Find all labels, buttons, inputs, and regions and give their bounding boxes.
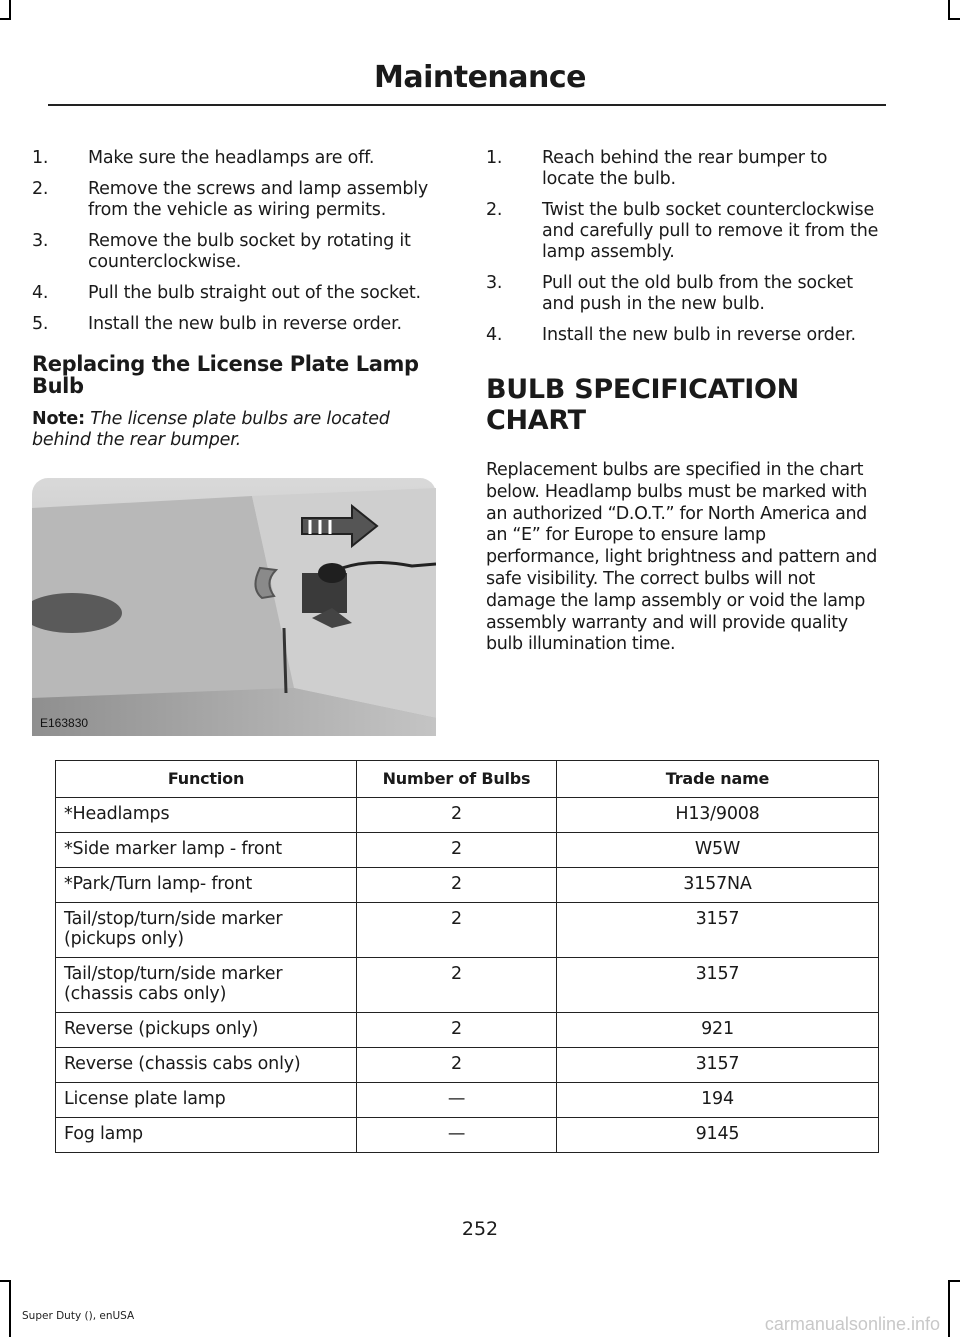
headlamp-steps	[32, 148, 447, 335]
bumper-illustration-graphic	[32, 478, 436, 736]
watermark[interactable]: carmanualsonline.info	[764, 1314, 940, 1334]
table-row	[56, 1013, 879, 1048]
crop-mark	[948, 1280, 950, 1337]
count-cell: 2	[357, 958, 557, 1013]
count-cell: 2	[357, 1048, 557, 1083]
note-text: The license plate bulbs are located behind the rear bumper.	[32, 409, 390, 450]
count-cell: 2	[357, 868, 557, 903]
bulb-specification-table	[55, 760, 879, 1153]
list-item: 1. Make sure the headlamps are off.	[32, 148, 375, 168]
table-header-row	[56, 761, 879, 798]
crop-mark	[0, 1280, 11, 1282]
license-plate-heading: Replacing the License Plate Lamp Bulb	[32, 352, 419, 398]
trade-name-cell: 194	[557, 1083, 879, 1118]
crop-mark	[948, 18, 960, 20]
count-cell: 2	[357, 903, 557, 958]
count-cell: 2	[357, 798, 557, 833]
table-row	[56, 958, 879, 1013]
count-cell: —	[357, 1118, 557, 1153]
table-row	[56, 1048, 879, 1083]
function-cell: Reverse (chassis cabs only)	[56, 1048, 357, 1083]
bulb-chart-intro: Replacement bulbs are specified in the chart below. Headlamp bulbs must be marked with an authorized “D.O.T.” for North America and an “E” for Europe to ensure lamp performance, light brightness and pattern and safe visibility. The correct bulbs will not damage the lamp assembly or void the lamp assembly warranty and will provide quality bulb illumination time.	[486, 460, 877, 655]
trade-name-cell: 3157	[557, 958, 879, 1013]
function-cell: License plate lamp	[56, 1083, 357, 1118]
trade-name-cell: W5W	[557, 833, 879, 868]
right-column	[486, 148, 884, 656]
crop-mark	[0, 18, 11, 20]
footer-text: Super Duty (), enUSA	[22, 1310, 135, 1322]
function-cell: Tail/stop/turn/side marker (chassis cabs only)	[56, 958, 357, 1013]
trade-name-cell: H13/9008	[557, 798, 879, 833]
list-item: 4. Install the new bulb in reverse order.	[486, 325, 856, 345]
function-cell: Tail/stop/turn/side marker (pickups only)	[56, 903, 357, 958]
list-item: 3. Remove the bulb socket by rotating it counterclockwise.	[32, 231, 411, 272]
count-cell: 2	[357, 833, 557, 868]
table-row	[56, 798, 879, 833]
page-number: 252	[461, 1218, 499, 1240]
list-item: 2. Remove the screws and lamp assembly from the vehicle as wiring permits.	[32, 179, 429, 220]
note-label: Note:	[32, 409, 85, 429]
function-cell: *Park/Turn lamp- front	[56, 868, 357, 903]
crop-mark	[9, 1280, 11, 1337]
column-header-number-of-bulbs: Number of Bulbs	[357, 761, 557, 798]
trade-name-cell: 9145	[557, 1118, 879, 1153]
trade-name-cell: 3157	[557, 903, 879, 958]
list-item: 4. Pull the bulb straight out of the socket.	[32, 283, 421, 303]
function-cell: *Side marker lamp - front	[56, 833, 357, 868]
header-divider	[48, 104, 886, 106]
figure-code: E163830	[40, 716, 89, 730]
function-cell: Reverse (pickups only)	[56, 1013, 357, 1048]
trade-name-cell: 3157NA	[557, 868, 879, 903]
page-title: Maintenance	[373, 60, 586, 95]
function-cell: *Headlamps	[56, 798, 357, 833]
crop-mark	[948, 1280, 960, 1282]
table-row	[56, 903, 879, 958]
license-plate-steps	[486, 148, 884, 346]
column-header-trade-name: Trade name	[557, 761, 879, 798]
crop-mark	[9, 0, 11, 18]
list-item: 1. Reach behind the rear bumper to locate the bulb.	[486, 148, 828, 189]
column-header-function: Function	[56, 761, 357, 798]
license-plate-lamp-illustration	[32, 478, 436, 736]
table-row	[56, 1118, 879, 1153]
list-item: 2. Twist the bulb socket counterclockwise and carefully pull to remove it from the lamp assembly.	[486, 200, 879, 262]
function-cell: Fog lamp	[56, 1118, 357, 1153]
trade-name-cell: 921	[557, 1013, 879, 1048]
table-row	[56, 1083, 879, 1118]
trade-name-cell: 3157	[557, 1048, 879, 1083]
count-cell: 2	[357, 1013, 557, 1048]
table-row	[56, 868, 879, 903]
crop-mark	[948, 0, 950, 18]
table-row	[56, 833, 879, 868]
count-cell: —	[357, 1083, 557, 1118]
license-plate-note	[32, 409, 447, 451]
list-item: 5. Install the new bulb in reverse order.	[32, 314, 402, 334]
list-item: 3. Pull out the old bulb from the socket and push in the new bulb.	[486, 273, 853, 314]
bulb-chart-heading: BULB SPECIFICATION CHART	[486, 374, 799, 436]
left-column	[32, 148, 447, 451]
